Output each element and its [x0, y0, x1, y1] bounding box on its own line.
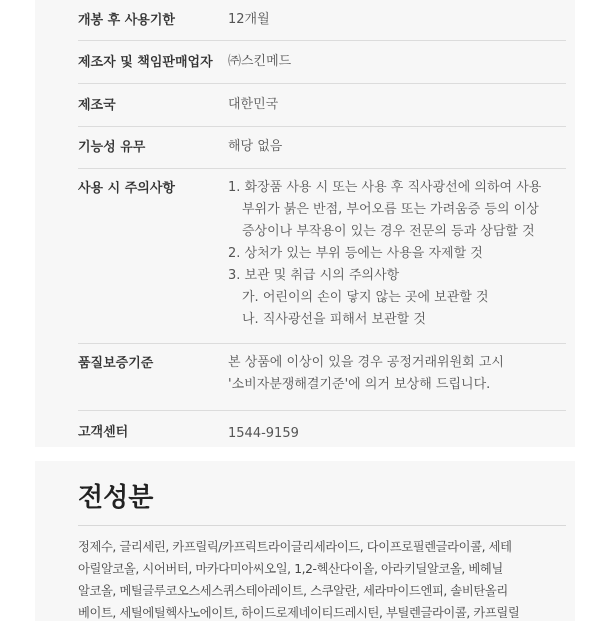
info-value-line: 부위가 붉은 반점, 부어오름 또는 가려움증 등의 이상: [242, 202, 539, 217]
info-value-line: 3. 보관 및 취급 시의 주의사항: [228, 268, 400, 283]
info-row-precautions: [78, 169, 566, 344]
info-value-line: 2. 상처가 있는 부위 등에는 사용을 자제할 것: [228, 246, 483, 261]
info-row-functional: [78, 127, 566, 169]
info-value: [228, 352, 558, 396]
info-label: 고객센터: [78, 425, 129, 440]
ingredients-line: 알코올, 메틸글루코오스세스퀴스테아레이트, 스쿠알란, 세라마이드엔피, 솔비탄올리: [78, 584, 508, 598]
info-value: [228, 51, 558, 73]
ingredients-line: 아릴알코올, 시어버터, 마카다미아씨오일, 1,2-헥산다이올, 아라키딜알코올, 베헤닐: [78, 562, 503, 576]
info-value-line: 해당 없음: [228, 139, 283, 154]
info-value-line: 대한민국: [228, 97, 279, 112]
info-value: [228, 177, 558, 331]
info-value-line: 가. 어린이의 손이 닿지 않는 곳에 보관할 것: [242, 290, 489, 305]
info-value-line: '소비자분쟁해결기준'에 의거 보상해 드립니다.: [228, 377, 491, 392]
ingredients-line: 베이트, 세틸에틸헥사노에이트, 하이드로제네이티드레시틴, 부틸렌글라이콜, 카프릴릴: [78, 606, 520, 620]
info-row-customer-center: [78, 411, 566, 453]
info-label: 개봉 후 사용기한: [78, 13, 175, 28]
info-label: 제조자 및 책임판매업자: [78, 55, 213, 70]
product-info-card: [35, 0, 575, 447]
ingredients-line: 정제수, 글리세린, 카프릴릭/카프릭트라이글리세라이드, 다이프로필렌글라이콜, 세테: [78, 540, 512, 554]
ingredients-title: 전성분: [78, 483, 154, 513]
info-row-expiry: [78, 0, 566, 41]
product-info-table: [78, 0, 566, 453]
info-row-manufacturer: [78, 41, 566, 84]
info-value-line: 본 상품에 이상이 있을 경우 공정거래위원회 고시: [228, 355, 504, 370]
ingredients-card: [35, 461, 575, 621]
info-label: 품질보증기준: [78, 356, 154, 371]
info-value-line: 증상이나 부작용이 있는 경우 전문의 등과 상담할 것: [242, 224, 535, 239]
info-label: 기능성 유무: [78, 140, 146, 155]
info-value: [228, 94, 558, 116]
ingredients-text: [78, 536, 570, 624]
info-value-line: 1544-9159: [228, 426, 299, 441]
info-label: 제조국: [78, 98, 116, 113]
info-value-line: 나. 직사광선을 피해서 보관할 것: [242, 312, 426, 327]
info-value: [228, 9, 558, 31]
info-value-line: ㈜스킨메드: [228, 54, 292, 69]
info-value-line: 1. 화장품 사용 시 또는 사용 후 직사광선에 의하여 사용: [228, 180, 542, 195]
ingredients-divider: [78, 525, 566, 526]
info-row-country: [78, 84, 566, 127]
info-row-quality: [78, 344, 566, 411]
info-value: [228, 136, 558, 158]
info-label: 사용 시 주의사항: [78, 181, 175, 196]
info-value: [228, 423, 558, 445]
info-value-line: 12개월: [228, 12, 270, 27]
